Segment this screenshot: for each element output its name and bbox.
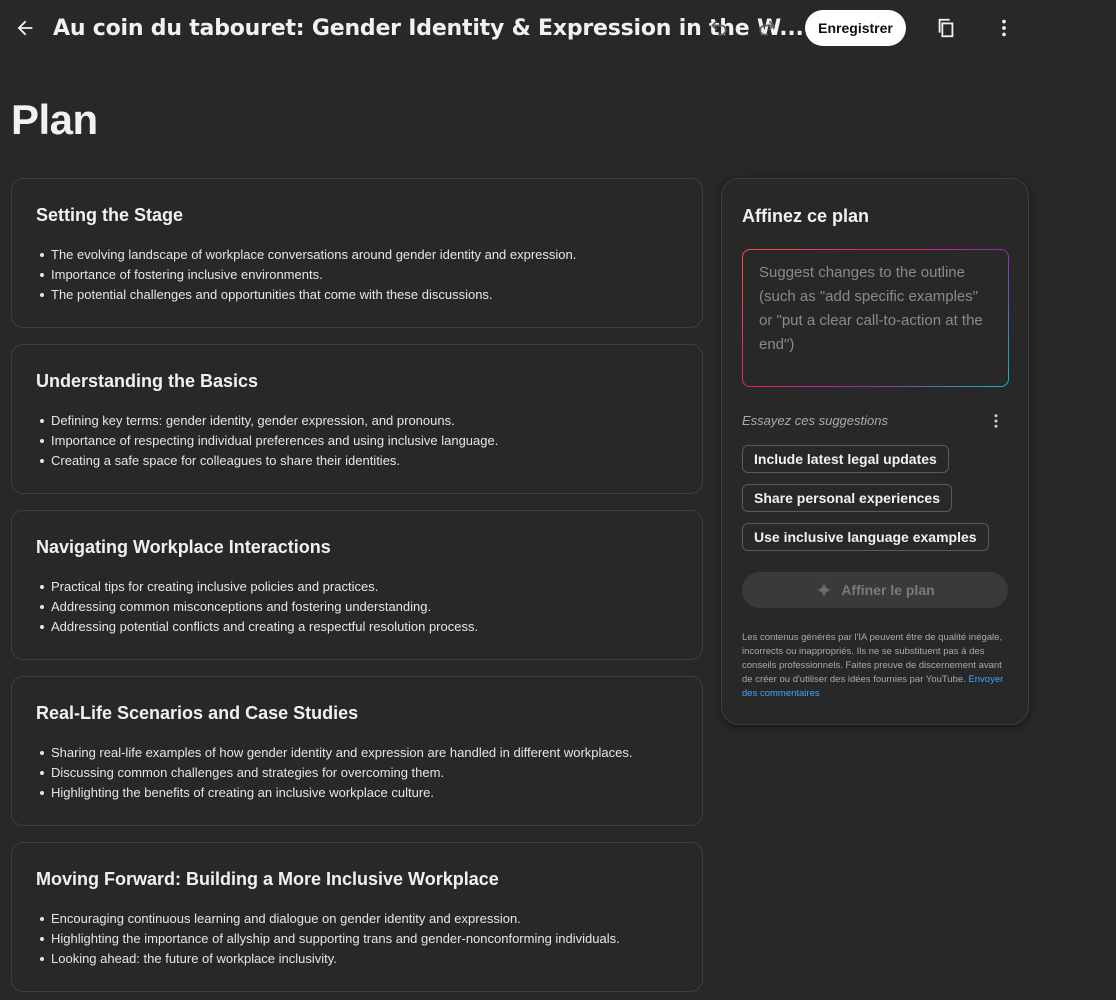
document-title: Au coin du tabouret: Gender Identity & Expression in the W... [53, 16, 804, 41]
section-points [38, 245, 576, 305]
suggestion-chip[interactable]: Use inclusive language examples [742, 523, 989, 551]
section-title: Navigating Workplace Interactions [36, 537, 331, 557]
copy-icon [935, 17, 957, 39]
disclaimer-text: Les contenus générés par l'IA peuvent être de qualité inégale, incorrects ou inappropriés. Ils ne se substituent pas à des conseils professionnels. Faites preuve de discernement avant de créer ou d'utiliser des idées fournies par YouTube. [742, 632, 1003, 685]
section-point: Importance of respecting individual preferences and using inclusive language. [38, 431, 498, 451]
undo-icon [709, 18, 729, 38]
section-point: The potential challenges and opportunities that come with these discussions. [38, 285, 576, 305]
outline-section [11, 842, 703, 992]
section-point: Defining key terms: gender identity, gender expression, and pronouns. [38, 411, 498, 431]
refine-input[interactable] [743, 250, 1008, 386]
refine-plan-label: Affiner le plan [841, 582, 935, 598]
suggestions-label: Essayez ces suggestions [742, 413, 888, 428]
section-points [38, 577, 478, 637]
section-points [38, 909, 620, 969]
section-title: Understanding the Basics [36, 371, 259, 391]
redo-button[interactable] [753, 14, 781, 42]
section-title: Setting the Stage [36, 205, 184, 225]
more-vert-icon [993, 17, 1015, 39]
more-options-button[interactable] [990, 14, 1018, 42]
suggestion-chip[interactable]: Share personal experiences [742, 484, 952, 512]
section-point: Highlighting the benefits of creating an inclusive workplace culture. [38, 783, 633, 803]
top-bar [0, 0, 1116, 58]
section-point: Addressing potential conflicts and creating a respectful resolution process. [38, 617, 478, 637]
refine-title: Affinez ce plan [742, 206, 870, 226]
section-point: Discussing common challenges and strategies for overcoming them. [38, 763, 633, 783]
section-point: Encouraging continuous learning and dialogue on gender identity and expression. [38, 909, 620, 929]
page-title: Plan [11, 96, 98, 143]
section-point: Looking ahead: the future of workplace inclusivity. [38, 949, 620, 969]
section-title: Real-Life Scenarios and Case Studies [36, 703, 359, 723]
section-title: Moving Forward: Building a More Inclusive Workplace [36, 869, 499, 889]
section-point: Highlighting the importance of allyship and supporting trans and gender-nonconforming individuals. [38, 929, 620, 949]
outline-section [11, 676, 703, 826]
outline-section [11, 178, 703, 328]
section-points [38, 743, 633, 803]
outline-section [11, 510, 703, 660]
section-point: Addressing common misconceptions and fostering understanding. [38, 597, 478, 617]
back-button[interactable] [11, 14, 39, 42]
section-point: Creating a safe space for colleagues to share their identities. [38, 451, 498, 471]
refine-plan-button[interactable] [742, 572, 1008, 608]
suggestion-chip[interactable]: Include latest legal updates [742, 445, 949, 473]
section-point: Practical tips for creating inclusive policies and practices. [38, 577, 478, 597]
undo-button[interactable] [705, 14, 733, 42]
outline-section [11, 344, 703, 494]
arrow-left-icon [14, 17, 36, 39]
suggestions-more-button[interactable] [984, 409, 1008, 433]
sparkle-icon [815, 581, 833, 599]
section-point: Sharing real-life examples of how gender identity and expression are handled in different workplaces. [38, 743, 633, 763]
more-vert-icon [987, 412, 1005, 430]
refine-panel [721, 178, 1029, 725]
section-point: Importance of fostering inclusive environments. [38, 265, 576, 285]
ai-disclaimer [742, 631, 1012, 701]
redo-icon [757, 18, 777, 38]
section-points [38, 411, 498, 471]
save-button[interactable]: Enregistrer [805, 10, 906, 46]
copy-button[interactable] [932, 14, 960, 42]
section-point: The evolving landscape of workplace conversations around gender identity and expression. [38, 245, 576, 265]
refine-input-frame [742, 249, 1009, 387]
feedback-link[interactable]: Envoyer des commentaires [742, 674, 1004, 699]
